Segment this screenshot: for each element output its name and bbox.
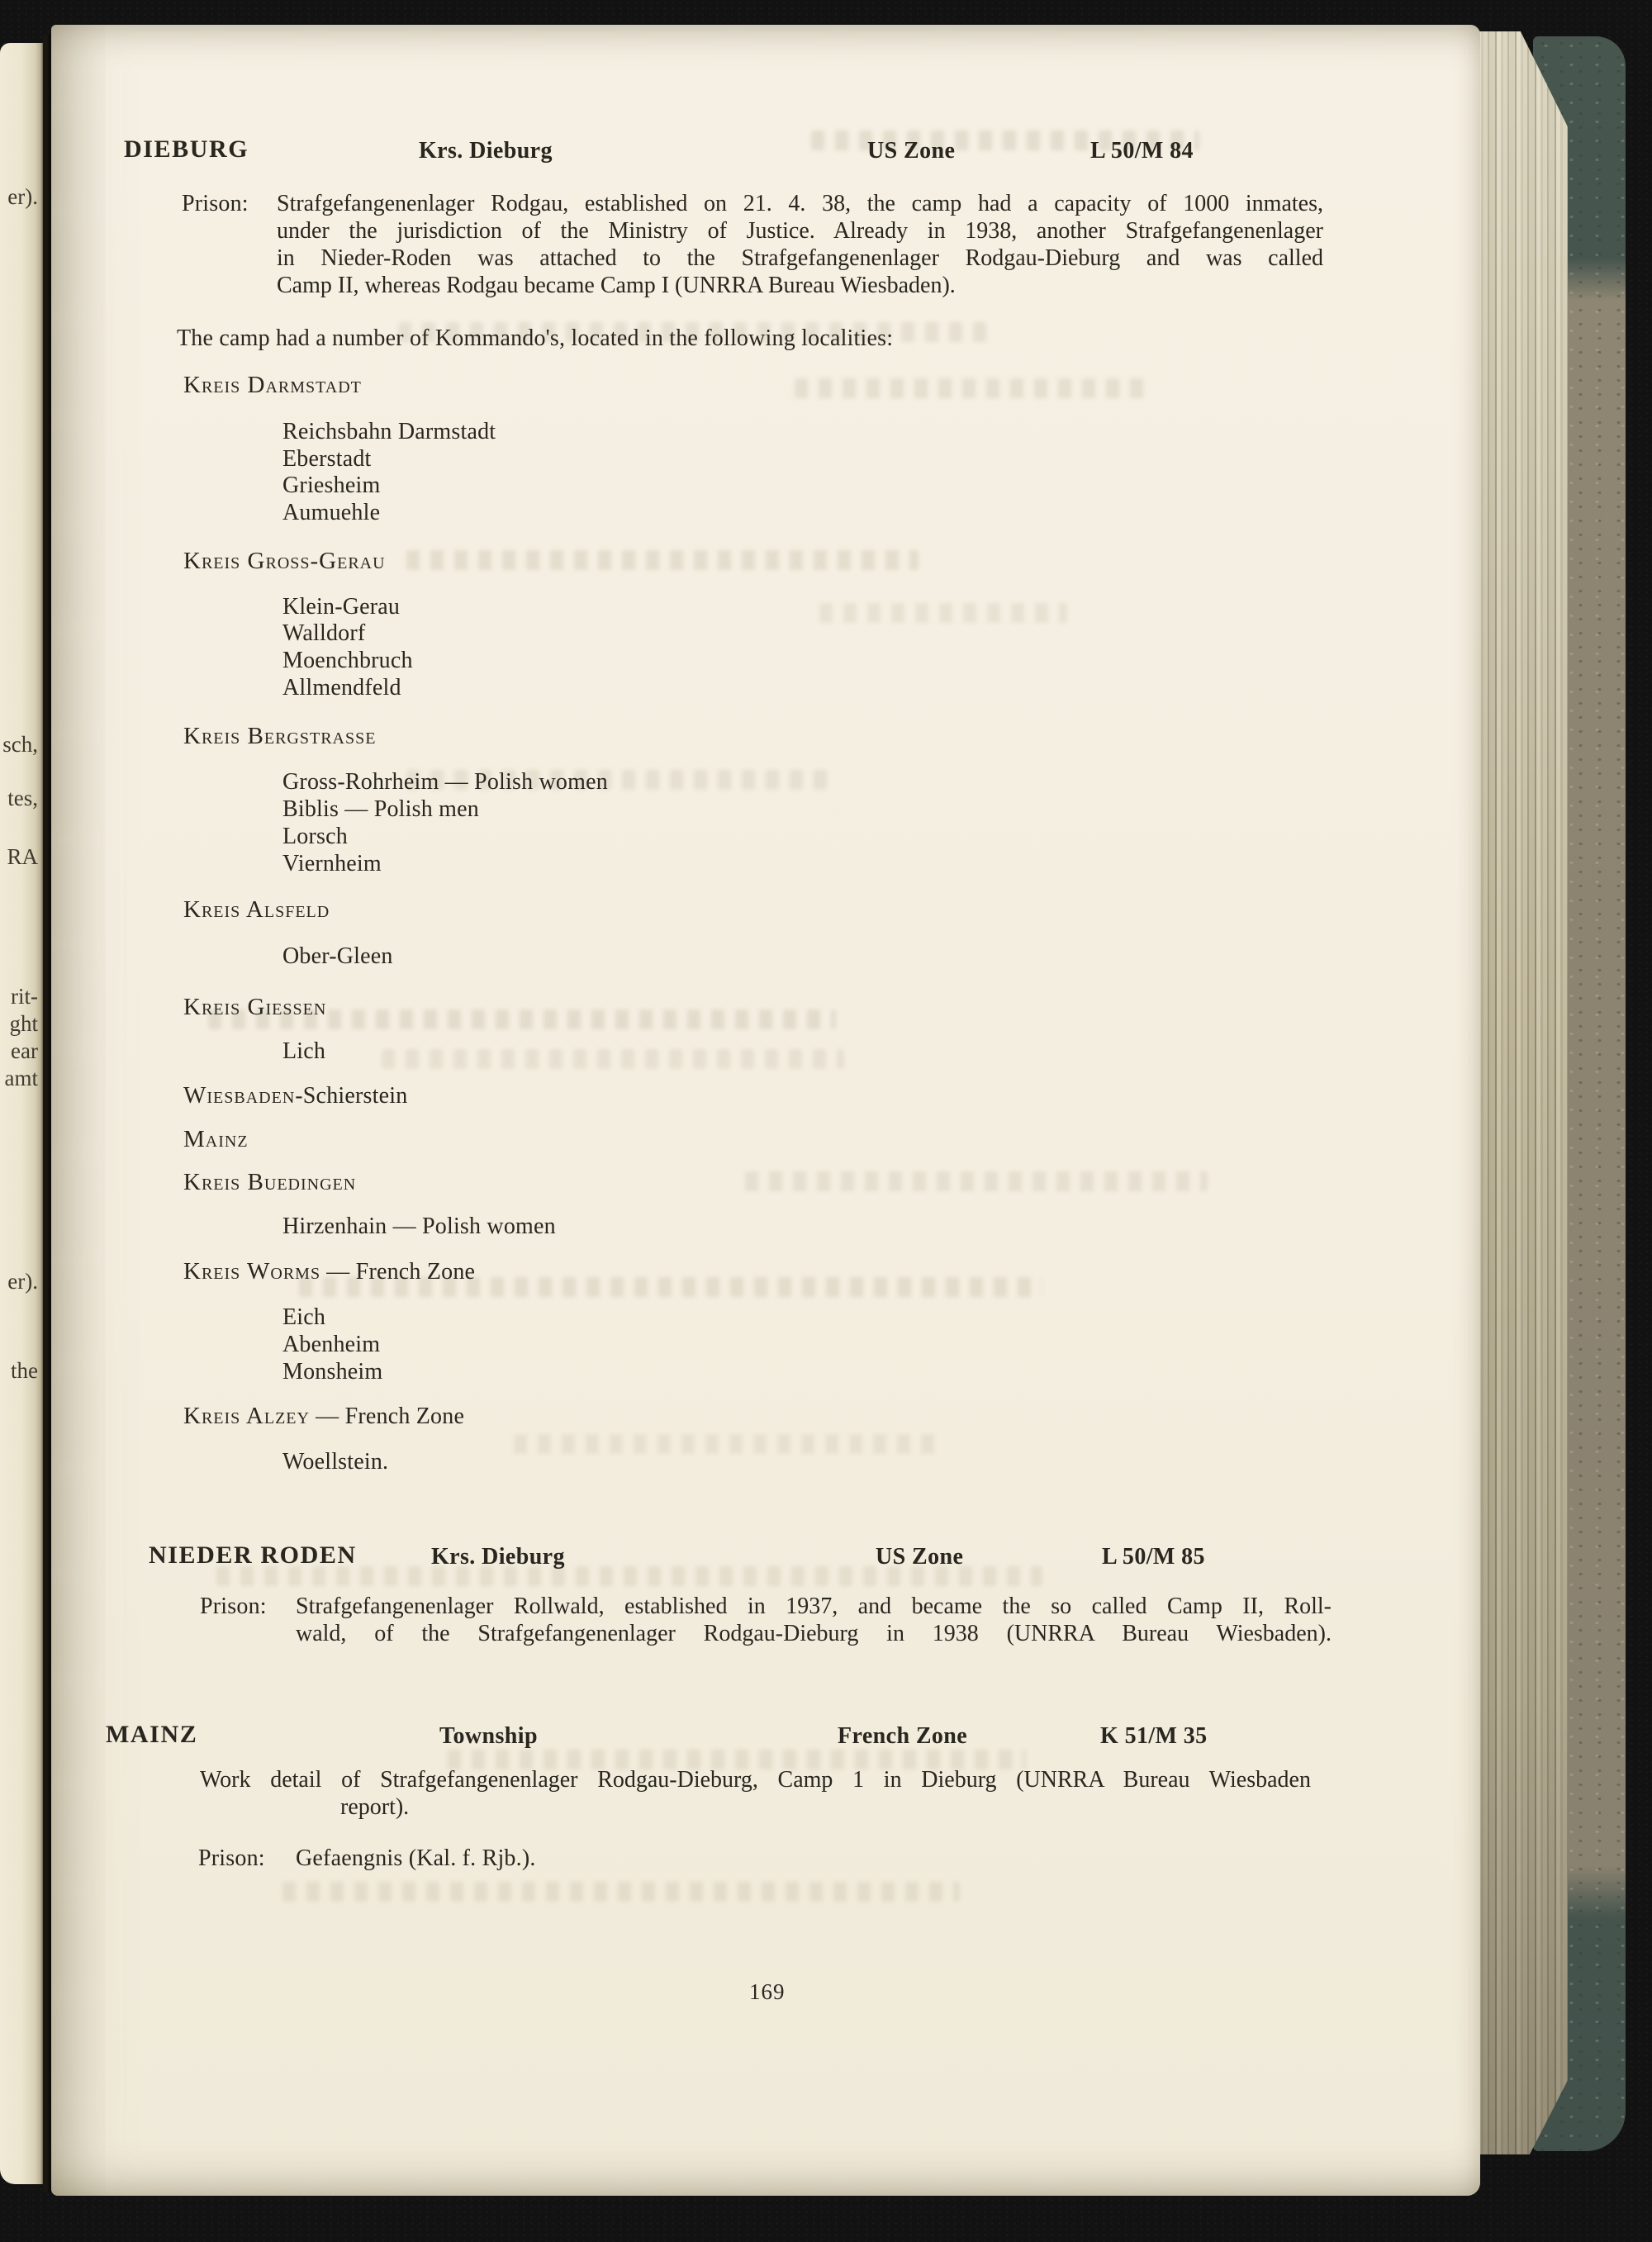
- locality-item: Walldorf: [282, 620, 366, 646]
- entry-map-reference: L 50/M 85: [1102, 1544, 1205, 1570]
- locality-item: Lorsch: [282, 824, 348, 849]
- kreis-heading-name: Kreis Alsfeld: [183, 896, 330, 923]
- kreis-heading: [183, 896, 330, 924]
- locality-item: Monsheim: [282, 1359, 383, 1385]
- bleedthrough-ghost: [795, 378, 1150, 398]
- prison-line: wald, of the Strafgefangenenlager Rodgau-Dieburg in 1938 (UNRRA Bureau Wiesbaden).: [296, 1621, 1332, 1646]
- locality-item: Moenchbruch: [282, 648, 413, 673]
- locality-item: Allmendfeld: [282, 675, 401, 701]
- entry-district: Krs. Dieburg: [431, 1544, 565, 1570]
- bleedthrough-ghost: [819, 603, 1067, 623]
- locality-item: Eberstadt: [282, 446, 372, 472]
- locality-item: Lich: [282, 1038, 326, 1064]
- bleedthrough-ghost: [745, 1171, 1208, 1191]
- locality-item: Reichsbahn Darmstadt: [282, 419, 496, 444]
- entry-zone: French Zone: [838, 1723, 968, 1749]
- kommandos-intro: The camp had a number of Kommando's, located in the following localities:: [177, 325, 894, 351]
- locality-item: Klein-Gerau: [282, 594, 401, 620]
- edge-fragment: tes,: [7, 786, 38, 810]
- kreis-heading-name: Kreis Darmstadt: [183, 372, 362, 398]
- kreis-heading: [183, 1258, 475, 1285]
- kreis-heading: [183, 1403, 464, 1430]
- prison-paragraph: [277, 190, 1323, 299]
- entry-zone: US Zone: [867, 138, 956, 164]
- kreis-heading-name: Kreis Bergstrasse: [183, 723, 377, 749]
- locality-item: Woellstein.: [282, 1449, 389, 1475]
- locality-item: Aumuehle: [282, 500, 381, 525]
- kreis-heading: [183, 1082, 407, 1109]
- prison-line: Strafgefangenenlager Rodgau, established on 21. 4. 38, the camp had a capacity of 1000 inmates,: [277, 191, 1323, 216]
- kreis-heading: [183, 1126, 249, 1153]
- locality-item: Gross-Rohrheim — Polish women: [282, 769, 608, 795]
- kreis-heading-name: Kreis Buedingen: [183, 1169, 357, 1195]
- edge-fragment: amt: [4, 1066, 38, 1090]
- bleedthrough-ghost: [406, 550, 919, 570]
- kreis-heading: [183, 723, 376, 750]
- prison-label: Prison:: [200, 1594, 267, 1619]
- kreis-heading-name: Mainz: [183, 1126, 249, 1152]
- kreis-heading-name: Kreis Alzey: [183, 1403, 310, 1429]
- locality-item: Viernheim: [282, 851, 382, 876]
- edge-fragment: RA: [7, 844, 38, 869]
- prison-line: in Nieder-Roden was attached to the Strafgefangenenlager Rodgau-Dieburg and was called: [277, 245, 1323, 271]
- work-detail-paragraph: [200, 1766, 1311, 1821]
- prison-label: Prison:: [198, 1845, 265, 1871]
- locality-item: Abenheim: [282, 1332, 381, 1357]
- kreis-heading: [183, 372, 362, 399]
- kreis-heading-suffix: — French Zone: [309, 1404, 465, 1429]
- entry-headword: NIEDER RODEN: [149, 1541, 357, 1569]
- entry-district: Township: [439, 1723, 538, 1749]
- locality-item: Biblis — Polish men: [282, 796, 479, 822]
- book-page: [51, 25, 1480, 2196]
- bleedthrough-ghost: [382, 1049, 844, 1069]
- locality-item: Ober-Gleen: [282, 943, 393, 969]
- prison-text: Gefaengnis (Kal. f. Rjb.).: [296, 1845, 536, 1871]
- entry-headword: DIEBURG: [124, 135, 249, 163]
- entry-map-reference: K 51/M 35: [1100, 1723, 1208, 1749]
- page-number: 169: [749, 1979, 786, 2004]
- kreis-heading-name: Kreis Giessen: [183, 994, 327, 1020]
- prison-line: Strafgefangenenlager Rollwald, established in 1937, and became the so called Camp II, Roll-: [296, 1594, 1332, 1619]
- entry-district: Krs. Dieburg: [419, 138, 553, 164]
- entry-zone: US Zone: [876, 1544, 964, 1570]
- entry-map-reference: L 50/M 84: [1090, 138, 1194, 164]
- facing-page-edge: [0, 43, 43, 2184]
- edge-fragment: sch,: [2, 732, 38, 757]
- prison-line: under the jurisdiction of the Ministry of Justice. Already in 1938, another Strafgefangenenlager: [277, 218, 1323, 244]
- kreis-heading: [183, 1169, 356, 1196]
- prison-line: Camp II, whereas Rodgau became Camp I (UNRRA Bureau Wiesbaden).: [277, 273, 956, 298]
- bleedthrough-ghost: [282, 1882, 960, 1902]
- kreis-heading-suffix: — French Zone: [320, 1259, 476, 1285]
- bleedthrough-ghost: [514, 1434, 943, 1454]
- kreis-heading-suffix: -Schierstein: [295, 1083, 408, 1109]
- edge-fragment: ght: [9, 1011, 38, 1036]
- kreis-heading-name: Kreis Gross-Gerau: [183, 548, 386, 574]
- edge-fragment: ear: [11, 1038, 38, 1063]
- edge-fragment: er).: [7, 184, 38, 209]
- locality-item: Hirzenhain — Polish women: [282, 1214, 556, 1239]
- edge-fragment: the: [11, 1358, 38, 1383]
- work-detail-line: Work detail of Strafgefangenenlager Rodgau-Dieburg, Camp 1 in Dieburg (UNRRA Bureau Wiesbaden: [200, 1767, 1311, 1793]
- prison-paragraph: [296, 1593, 1332, 1647]
- kreis-heading: [183, 548, 386, 575]
- work-detail-line: report).: [340, 1794, 410, 1820]
- locality-item: Griesheim: [282, 473, 381, 498]
- locality-item: Eich: [282, 1304, 326, 1330]
- edge-fragment: rit-: [11, 984, 38, 1009]
- kreis-heading-name: Kreis Worms: [183, 1258, 321, 1285]
- edge-fragment: er).: [7, 1269, 38, 1294]
- prison-label: Prison:: [182, 191, 249, 216]
- page-block-fore-edge: [1477, 31, 1568, 2154]
- kreis-heading-name: Wiesbaden: [183, 1082, 296, 1109]
- kreis-heading: [183, 994, 326, 1021]
- entry-headword: MAINZ: [106, 1721, 198, 1748]
